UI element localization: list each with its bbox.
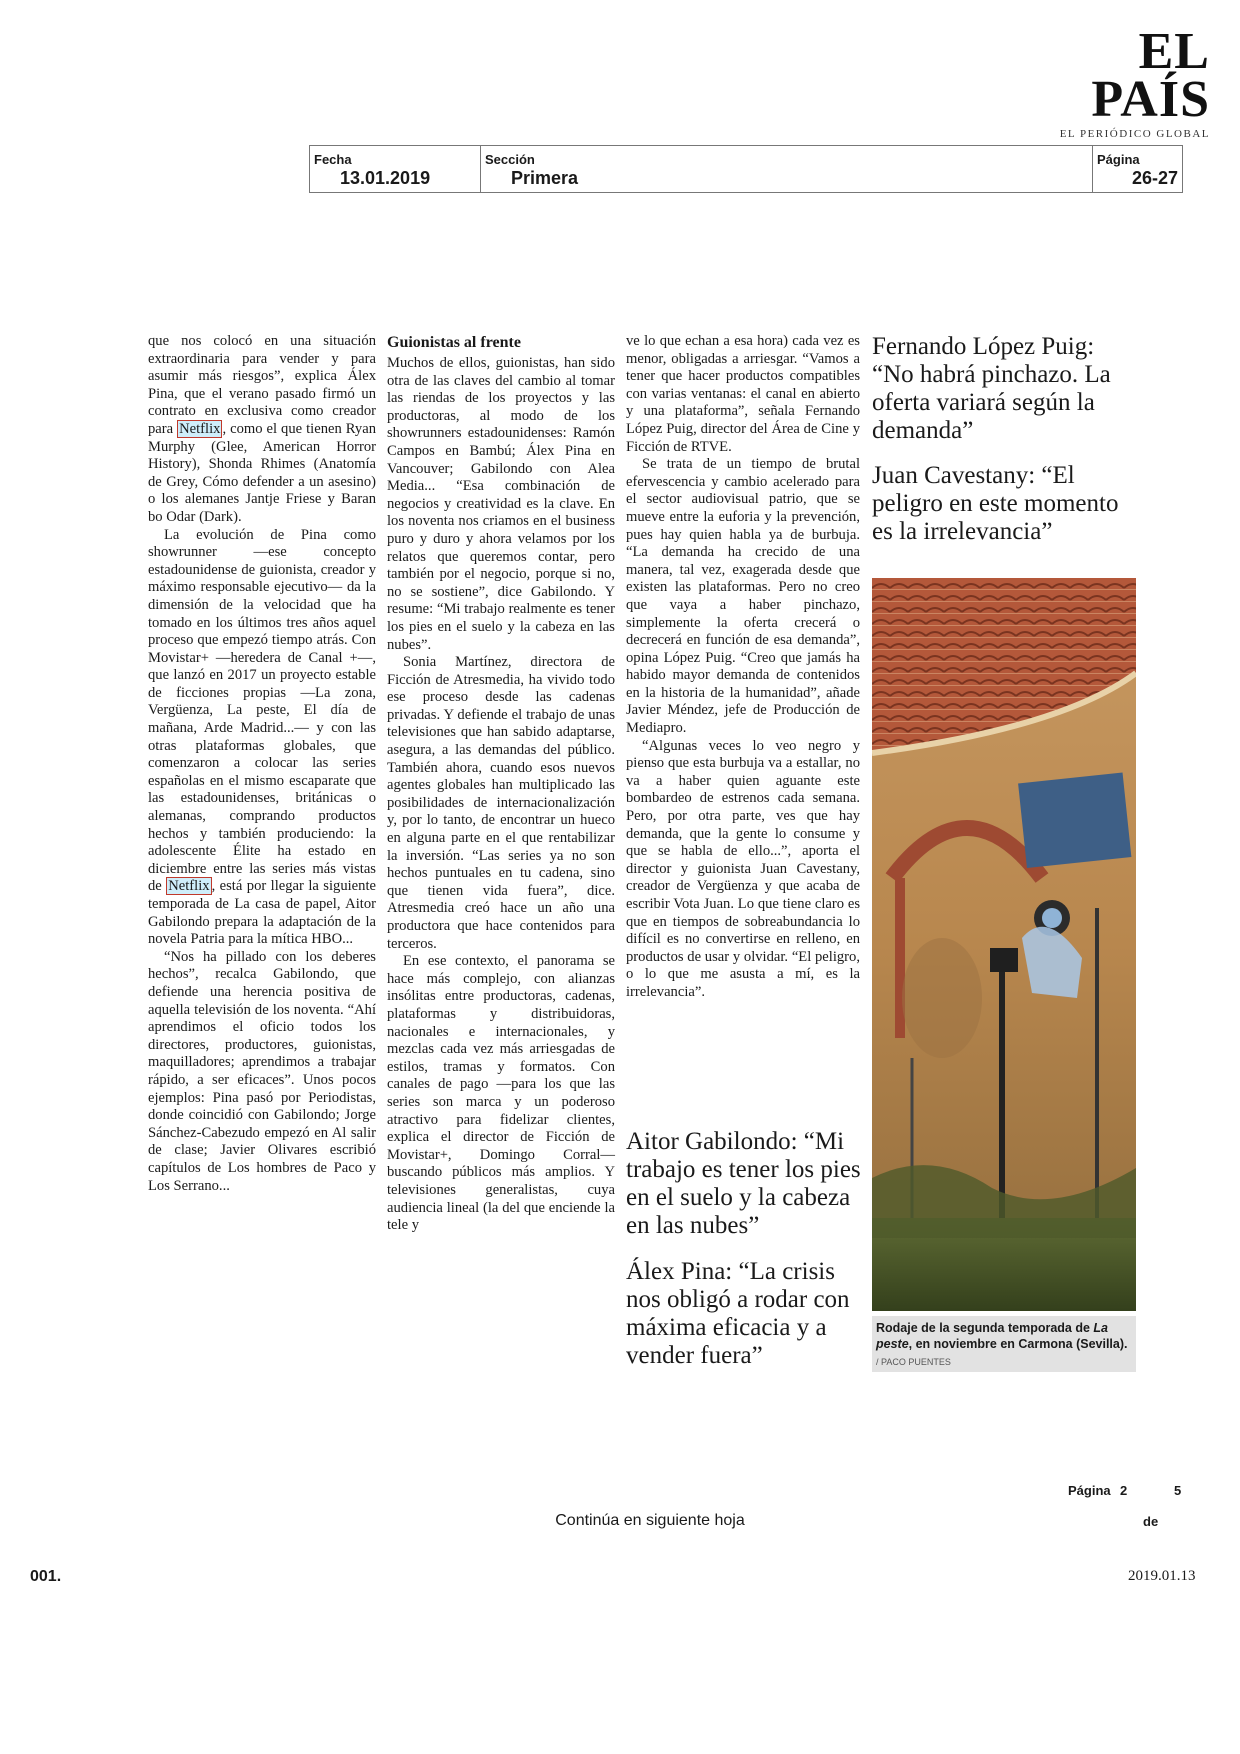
continues-next-sheet: Continúa en siguiente hoja	[555, 1512, 745, 1529]
seccion-label: Sección	[485, 152, 535, 167]
pull-quote-gabilondo	[626, 1128, 866, 1240]
pull-quote-pina	[626, 1258, 866, 1370]
quote-text: Juan Cavestany: “El peligro en este momento es la irrelevancia”	[872, 462, 1119, 545]
paragraph: Sonia Martínez, directora de Ficción de Atresmedia, ha vivido todo ese proceso desde las cadenas privadas. Y defiende el trabajo de unas televisiones que han sabido adaptarse, asegura, a las demandas del público. También ahora, cuando esos nuevos agentes globales han multiplicado las posibilidades de internacionalización y, por lo tanto, de encontrar un hueco en alguna parte en el que rentabilizar la inversión. “Las series ya no son hechos puntuales en tu cadena, sino que tienen vida fuera”, dice. Atresmedia creó hace un año una productora que hace contenidos para terceros.	[387, 654, 615, 952]
paragraph: En ese contexto, el panorama se hace más complejo, con alianzas insólitas entre productoras, cadenas, plataformas y distribuidoras, nacionales e internacionales, y mezclas cada vez más arriesgadas de estilos, tramas y formatos. Con canales de pago —para los que las series son marca y un poderoso atractivo para fidelizar clientes, explica el director de Ficción de Movistar+, Domingo Corral— buscando públicos más amplios. Y televisiones generalistas, cuya audiencia lineal (la del que enciende la tele y	[387, 953, 615, 1234]
quote-text: Fernando López Puig: “No habrá pinchazo. La oferta variará según la demanda”	[872, 333, 1111, 444]
pull-quote-cavestany	[872, 462, 1142, 546]
photo-caption	[872, 1316, 1136, 1372]
fecha-cell	[310, 146, 480, 192]
paragraph: Se trata de un tiempo de brutal efervescencia y cambio acelerado para el sector audiovisual patrio, que se mueve entre la euforia y la prevención, pues hay quien habla ya de burbuja. “La demanda ha crecido de una manera, tal vez, exagerada desde que existen las plataformas. Pero no creo que vaya a haber pinchazo, simplemente la oferta crecerá o decrecerá en función de esa demanda”, opina López Puig. “Creo que jamás ha habido mayor demanda de contenidos en la historia de la humanidad”, añade Javier Méndez, jefe de Producción de Mediapro.	[626, 456, 860, 737]
caption-text: , en noviembre en Carmona (Sevilla).	[908, 1337, 1128, 1351]
seccion-cell	[481, 146, 1091, 192]
article-column-3	[626, 333, 860, 1002]
footer-page-number: 2	[1120, 1483, 1128, 1498]
el-pais-logo	[1030, 23, 1210, 140]
film-set-photo	[872, 578, 1136, 1311]
text: La evolución de Pina como showrunner —ese concepto estadounidense de guionista, creador y máximo responsable ejecutivo— da la dimensión de la velocidad que ha tomado en los últimos tres años aquel proceso que empezó tiempo atrás. Con Movistar+ —heredera de Canal +—, que lanzó en 2017 un proyecto estable de ficciones propias —La zona, Vergüenza, La peste, El día de mañana, Arde Madrid...— y con las otras plataformas globales, que comenzaron a colocar las series españolas en el mismo escaparate que las estadounidenses, británicas o alemanas, comprando productos hechos y también produciendo: la adolescente Élite ha estado en diciembre entre las series más vistas de	[148, 526, 376, 895]
paragraph: “Nos ha pillado con los deberes hechos”, recalca Gabilondo, que defiende una herencia positiva de aquella televisión de los noventa. “Ahí aprendimos el oficio todos los directores, productores, guionistas, maquilladores; aprendimos a trabajar rápido, a ser eficaces”. Unos pocos ejemplos: Pina pasó por Periodistas, donde coincidió con Gabilondo; Jorge Sánchez-Cabezudo empezó en Al salir de clase; Javier Olivares escribió capítulos de Los hombres de Paco y Los Serrano...	[148, 948, 376, 1194]
pagina-label: Página	[1097, 152, 1140, 167]
netflix-highlight: Netflix	[179, 420, 221, 437]
document-number: 001.	[30, 1568, 62, 1585]
paragraph: Muchos de ellos, guionistas, han sido otra de las claves del cambio al tomar las riendas de los proyectos y las productoras, al modo de los showrunners estadounidenses: Ramón Campos en Bambú; Álex Pina en Vancouver; Gabilondo con Alea Media... “Esa combinación de negocios y creatividad es la clave. En los noventa nos criamos en el business puro y duro y ahora velamos por los relatos que queremos contar, pero también por el negocio, porque si no, no se sostiene”, dice Gabilondo. Y resume: “Mi trabajo realmente es tener los pies en el suelo y la cabeza en las nubes”.	[387, 355, 615, 653]
caption-text: Rodaje de la segunda temporada de	[876, 1321, 1094, 1335]
footer-page-total: 5	[1174, 1483, 1182, 1498]
text: que nos colocó en una situación extraordinaria para vender y para asumir más riesgos”, explica Álex Pina, que el verano pasado firmó un contrato en exclusiva como creador para	[148, 333, 376, 437]
quote-text: Aitor Gabilondo: “Mi trabajo es tener los pies en el suelo y la cabeza en las nubes”	[626, 1128, 861, 1239]
clipping-info-box	[309, 145, 1183, 193]
paragraph	[148, 527, 376, 949]
logo-tagline: EL PERIÓDICO GLOBAL	[1059, 128, 1210, 140]
paragraph: ve lo que echan a esa hora) cada vez es menor, obligadas a arriesgar. “Vamos a tener que hacer productos compatibles con varias ventanas: el canal en abierto y una plataforma”, señala Fernando López Puig, director del Área de Cine y Ficción de RTVE.	[626, 333, 860, 455]
logo-wordmark: EL PAÍS	[1091, 23, 1210, 128]
paragraph: “Algunas veces lo veo negro y pienso que esta burbuja va a estallar, no va a haber quien aguante este bombardeo de estrenos cada semana. Pero, por otra parte, ves que hay demanda, que la gente lo consume y que se habla de ello...”, aporta el director y guionista Juan Cavestany, creador de Vergüenza y que acaba de escribir Vota Juan. Lo que tiene claro es que en tiempos de sobreabundancia lo difícil es no convertirse en relleno, en productos de usar y olvidar. “El peligro, o lo que me asusta a mí, es la irrelevancia”.	[626, 737, 860, 1000]
article-column-2	[387, 333, 615, 1235]
text: , está por llegar la siguiente temporada de La casa de papel, Aitor Gabilondo prepara la adaptación de la novela Patria para la mítica HBO...	[148, 878, 376, 948]
document-date: 2019.01.13	[1128, 1568, 1196, 1584]
netflix-highlight: Netflix	[168, 878, 210, 895]
paragraph	[148, 333, 376, 527]
pagina-cell	[1093, 146, 1182, 192]
quote-text: Álex Pina: “La crisis nos obligó a rodar con máxima eficacia y a vender fuera”	[626, 1258, 850, 1369]
pull-quote-lopez-puig	[872, 333, 1142, 445]
caption-title: La peste	[876, 1321, 1109, 1351]
article-column-1	[148, 333, 376, 1195]
photo-credit: / PACO PUENTES	[876, 1357, 951, 1367]
fecha-value: 13.01.2019	[340, 168, 431, 188]
fecha-label: Fecha	[314, 152, 352, 167]
text: , como el que tienen Ryan Murphy (Glee, American Horror History), Shonda Rhimes (Anatomía de Grey, Cómo defender a un asesino) o los alemanes Jantje Friese y Baran bo Odar (Dark).	[148, 420, 376, 525]
pagina-value: 26-27	[1131, 168, 1178, 188]
section-subhead: Guionistas al frente	[387, 334, 521, 351]
seccion-value: Primera	[511, 168, 579, 188]
footer-de: de	[1143, 1514, 1159, 1529]
footer-page-label: Página	[1068, 1483, 1111, 1498]
